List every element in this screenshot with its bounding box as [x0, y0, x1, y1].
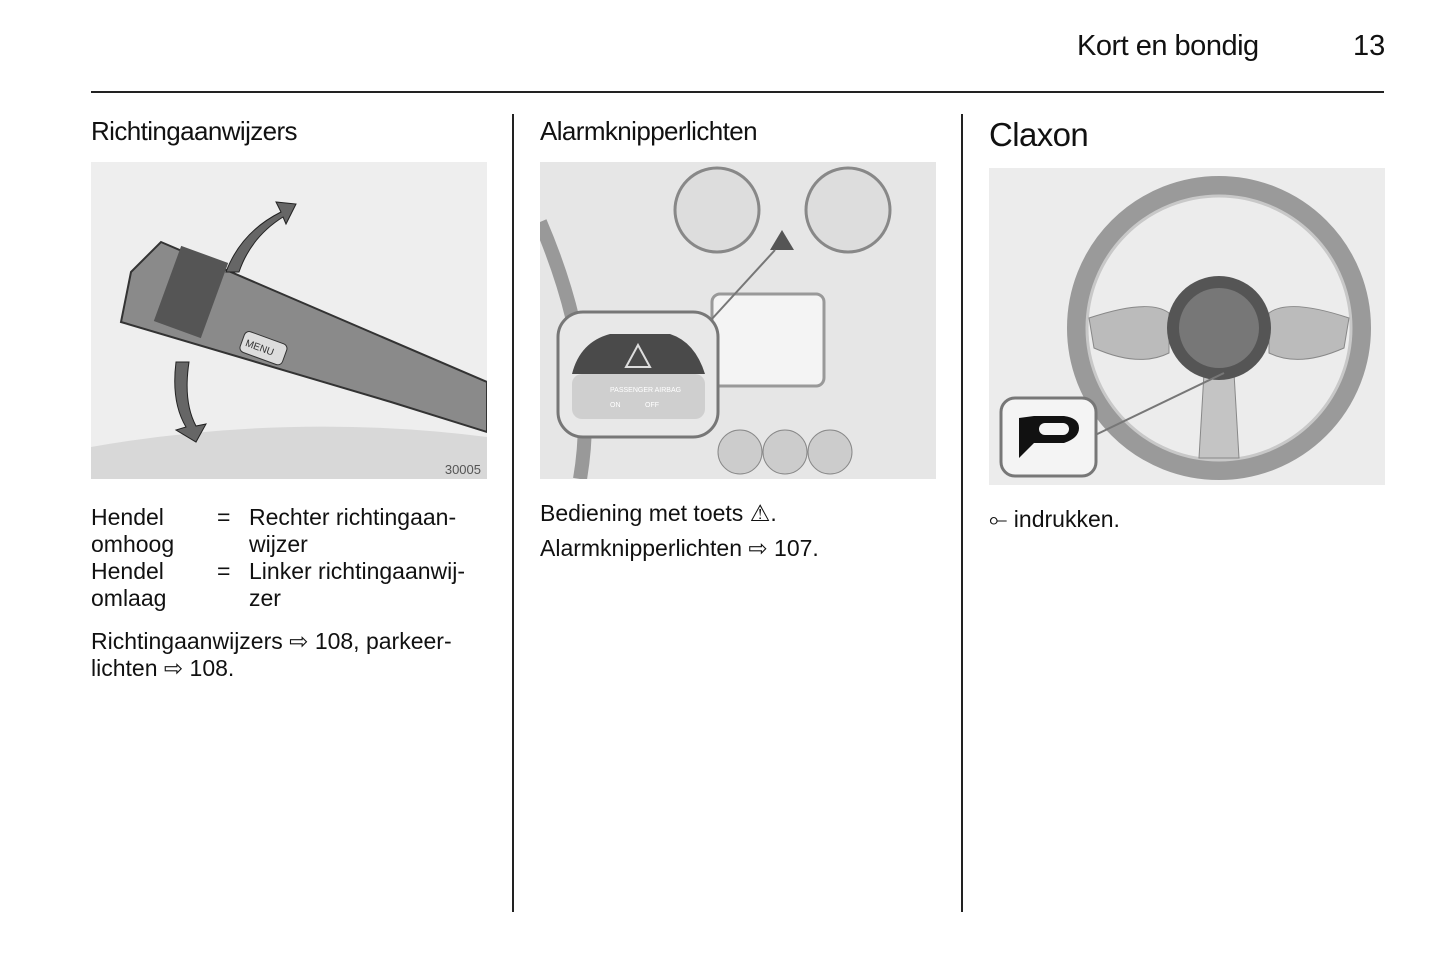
hazard-switch-figure	[540, 162, 936, 479]
page-link[interactable]: 108.	[189, 655, 235, 681]
header-section-title: Kort en bondig	[1077, 30, 1259, 62]
airbag-off-label: OFF	[645, 402, 659, 409]
ref-text: lichten	[91, 655, 158, 681]
cell-text: omhoog	[91, 531, 175, 557]
figure-number: 30005	[444, 462, 481, 477]
hazard-triangle-icon: ⚠	[749, 500, 771, 526]
horn-instruction	[989, 506, 1120, 533]
heading-turn-signals: Richtingaanwijzers	[91, 116, 297, 146]
heading-hazard-lights: Alarmknipperlichten	[540, 116, 757, 146]
menu-label: MENU	[243, 338, 276, 359]
ref-text: Richtingaanwijzers	[91, 628, 283, 654]
hazard-cross-reference	[540, 535, 819, 562]
hazard-instruction	[540, 500, 777, 527]
horn-icon: ⟜	[989, 506, 1008, 532]
page-number: 13	[1353, 30, 1386, 62]
cell-text: Rechter richtingaan-	[249, 504, 457, 530]
cell-text: zer	[249, 585, 281, 611]
ref-text: Alarmknipperlichten	[540, 535, 742, 561]
cross-reference-text	[91, 628, 491, 682]
table-row	[91, 504, 489, 558]
lever-function-table	[91, 504, 489, 612]
steering-wheel-figure	[989, 168, 1385, 485]
page-link[interactable]: 107.	[774, 535, 819, 561]
header-rule	[91, 91, 1384, 93]
cell-text: wijzer	[249, 531, 308, 557]
arrow-right-outline-icon: ⇨	[163, 655, 184, 681]
arrow-right-outline-icon: ⇨	[289, 628, 309, 654]
punctuation: .	[770, 500, 777, 526]
equals-sign: =	[217, 558, 231, 584]
column-divider	[961, 114, 963, 912]
turn-signal-lever-figure	[91, 162, 487, 479]
cell-text: Hendel	[91, 504, 164, 530]
heading-horn: Claxon	[989, 116, 1089, 153]
page-link[interactable]: 108, parkeer-	[314, 628, 452, 654]
cell-text: omlaag	[91, 585, 167, 611]
cell-text: Linker richtingaanwij-	[249, 558, 466, 584]
instruction-text: Bediening met toets	[540, 500, 744, 526]
table-row	[91, 558, 489, 612]
equals-sign: =	[217, 504, 231, 530]
instruction-text: indrukken.	[1013, 506, 1120, 532]
cell-text: Hendel	[91, 558, 164, 584]
arrow-right-outline-icon: ⇨	[748, 535, 768, 561]
airbag-label: PASSENGER AIRBAG	[610, 387, 682, 394]
column-divider	[512, 114, 514, 912]
airbag-on-label: ON	[610, 402, 621, 409]
